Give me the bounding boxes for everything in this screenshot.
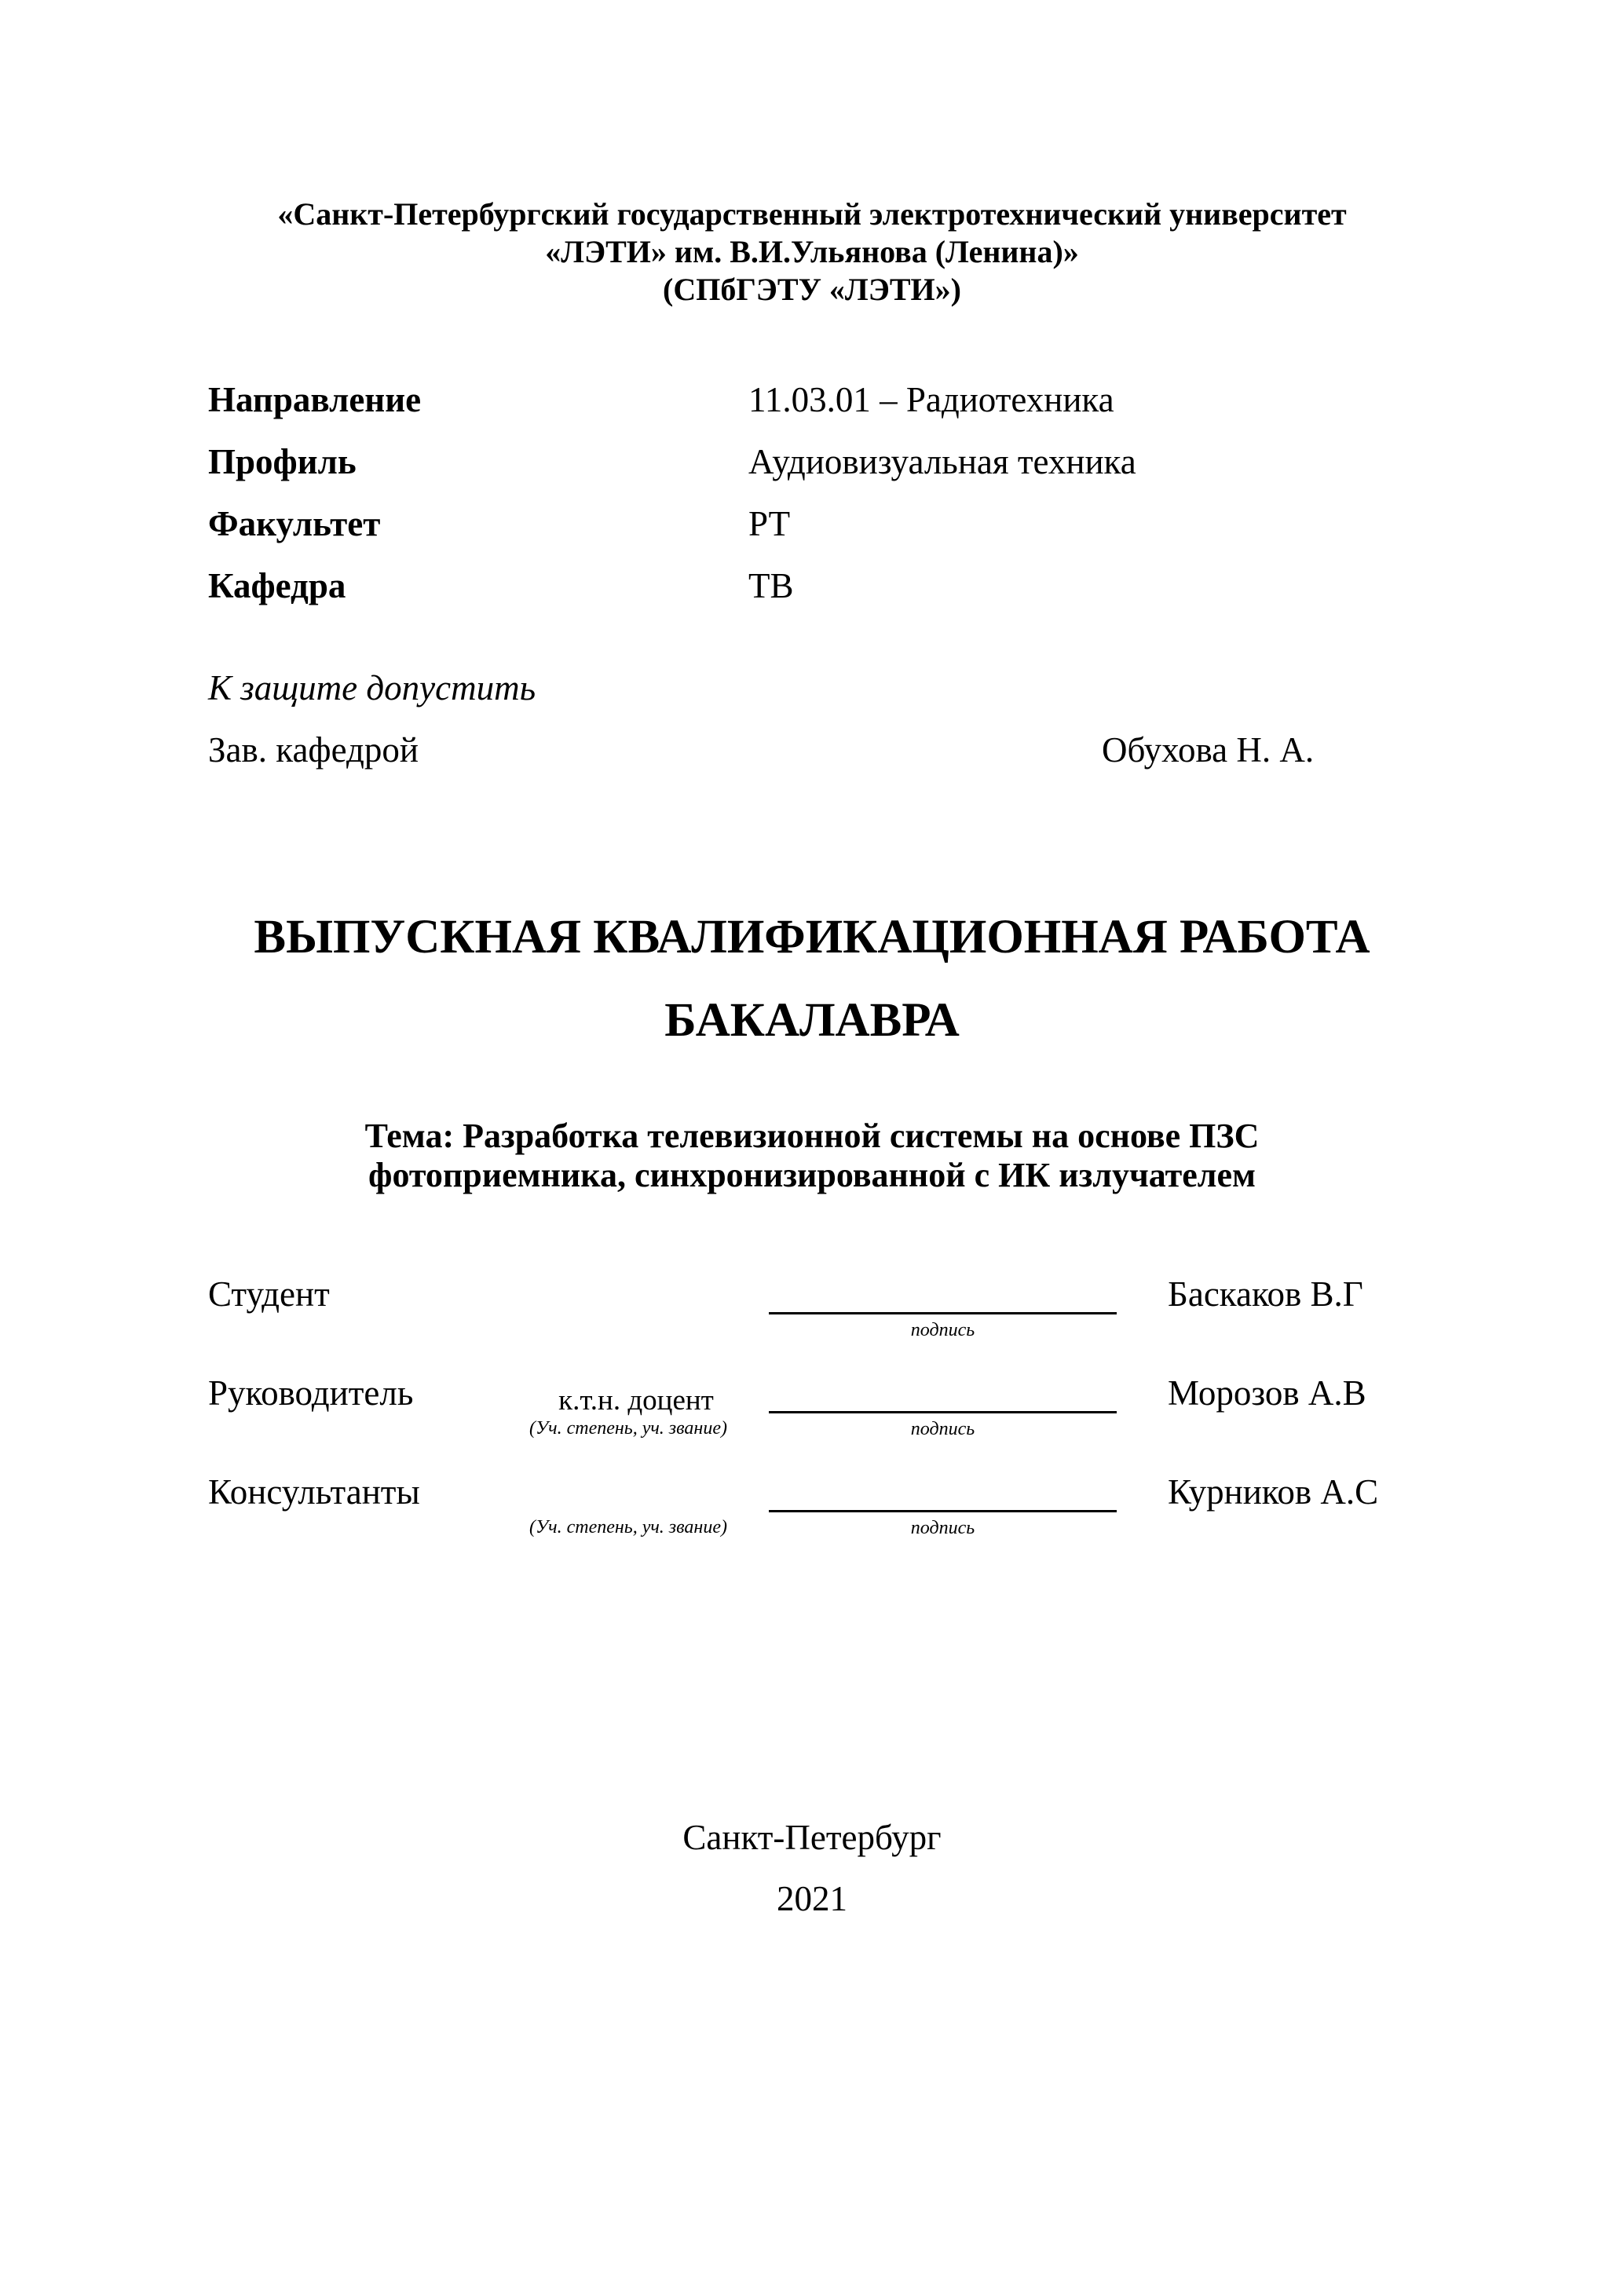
university-abbreviation: (СПбГЭТУ «ЛЭТИ») — [663, 272, 961, 307]
document-title-line2: БАКАЛАВРА — [664, 994, 960, 1047]
info-label-faculty: Факультет — [208, 504, 381, 543]
department-head-name: Обухова Н. А. — [1102, 730, 1315, 770]
info-label-direction: Направление — [208, 380, 422, 419]
footer-year: 2021 — [777, 1879, 847, 1918]
signature-line-consultants — [769, 1510, 1117, 1512]
university-name-line1: «Санкт-Петербургский государственный электротехнический университет — [277, 196, 1347, 232]
degree-caption-consultants: (Уч. степень, уч. звание) — [529, 1517, 727, 1537]
info-value-faculty: РТ — [748, 504, 791, 543]
signature-caption-supervisor: подпись — [910, 1419, 975, 1439]
name-consultants: Курников А.С — [1168, 1472, 1379, 1512]
admission-label: К защите допустить — [208, 668, 536, 707]
role-label-consultants: Консультанты — [208, 1472, 420, 1512]
role-label-supervisor: Руководитель — [208, 1373, 414, 1413]
info-value-profile: Аудиовизуальная техника — [748, 442, 1136, 481]
theme-line2: фотоприемника, синхронизированной с ИК излучателем — [368, 1156, 1256, 1194]
document-title-line1: ВЫПУСКНАЯ КВАЛИФИКАЦИОННАЯ РАБОТА — [254, 911, 1370, 963]
info-label-profile: Профиль — [208, 442, 357, 481]
footer-city: Санкт-Петербург — [682, 1818, 942, 1857]
university-name-line2: «ЛЭТИ» им. В.И.Ульянова (Ленина)» — [545, 234, 1079, 269]
info-value-direction: 11.03.01 – Радиотехника — [748, 380, 1114, 419]
name-supervisor: Морозов А.В — [1168, 1373, 1366, 1413]
role-label-student: Студент — [208, 1274, 330, 1314]
signature-caption-consultants: подпись — [910, 1518, 975, 1538]
supervisor-degree: к.т.н. доцент — [558, 1384, 714, 1417]
info-label-department: Кафедра — [208, 566, 346, 605]
department-head-title: Зав. кафедрой — [208, 730, 419, 770]
signature-line-supervisor — [769, 1411, 1117, 1413]
signature-line-student — [769, 1312, 1117, 1314]
degree-caption-supervisor: (Уч. степень, уч. звание) — [529, 1418, 727, 1439]
signature-caption-student: подпись — [910, 1320, 975, 1340]
info-value-department: ТВ — [748, 566, 794, 605]
theme-line1: Тема: Разработка телевизионной системы на основе ПЗС — [364, 1117, 1260, 1155]
name-student: Баскаков В.Г — [1168, 1274, 1363, 1314]
